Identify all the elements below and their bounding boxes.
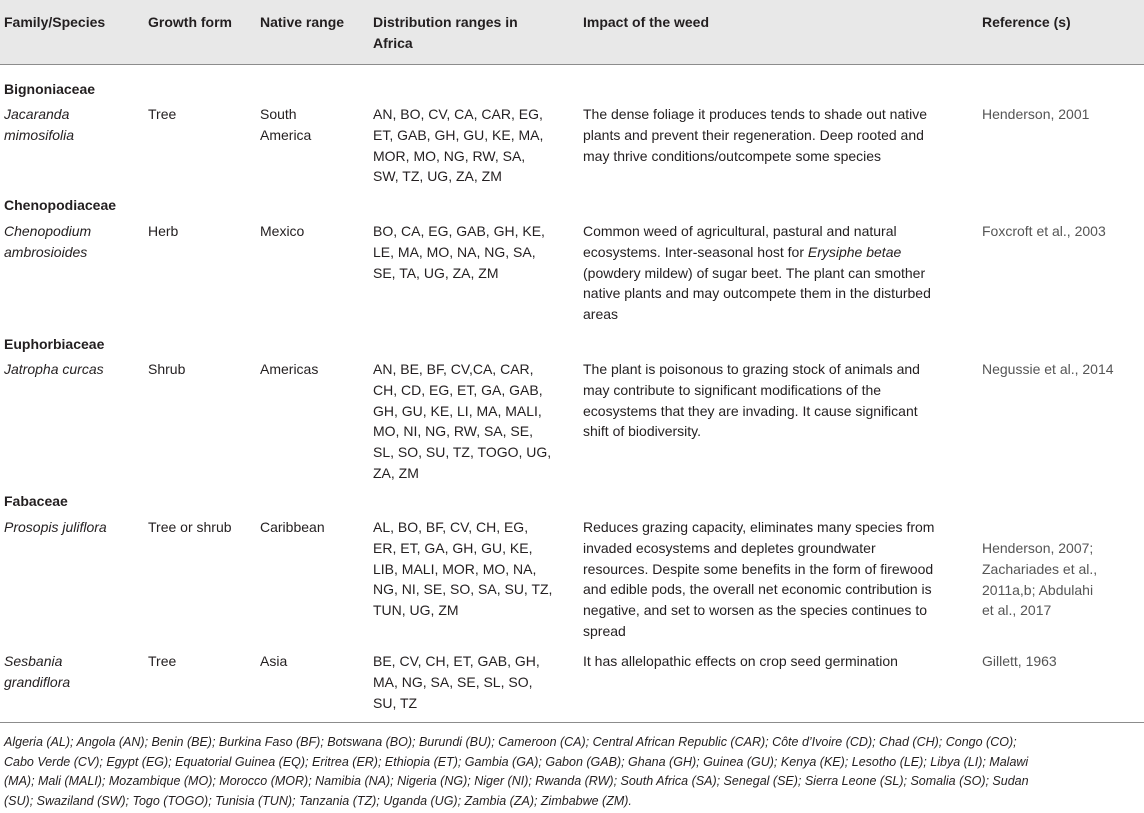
native-range-cell: Caribbean [260, 519, 325, 535]
distribution-cell: BE, CV, CH, ET, GAB, GH, MA, NG, SA, SE, SL, SO, SU, TZ [373, 653, 540, 711]
native-range-cell: Mexico [260, 223, 305, 239]
header-impact: Impact of the weed [583, 14, 710, 30]
header-reference: Reference (s) [982, 14, 1071, 30]
pathogen-name: Erysiphe betae [807, 243, 902, 260]
native-range-cell: South America [260, 106, 312, 143]
species-name: Prosopis juliflora [4, 519, 107, 535]
impact-cell: The dense foliage it produces tends to shade out native plants and prevent their regeneration. Deep rooted and may thrive conditions/outcompete some species [583, 106, 928, 164]
growth-form-cell: Herb [148, 223, 179, 239]
reference-cell: Gillett, 1963 [982, 653, 1057, 669]
family-name: Chenopodiaceae [4, 197, 117, 213]
species-name: Jacaranda mimosifolia [4, 106, 75, 143]
distribution-cell: AN, BO, CV, CA, CAR, EG, ET, GAB, GH, GU, KE, MA, MOR, MO, NG, RW, SA, SW, TZ, UG, ZA, ZM [373, 106, 544, 185]
species-name: Chenopodium ambrosioides [4, 223, 92, 260]
native-range-cell: Asia [260, 653, 288, 669]
header-distribution [373, 12, 518, 54]
reference-cell: Henderson, 2007; Zachariades et al., 2011a,b; Abdulahi et al., 2017 [982, 540, 1098, 619]
growth-form-cell: Tree [148, 653, 177, 669]
family-name: Euphorbiaceae [4, 336, 105, 352]
growth-form-cell: Tree [148, 106, 177, 122]
reference-cell: Henderson, 2001 [982, 106, 1090, 122]
reference-cell: Negussie et al., 2014 [982, 361, 1114, 377]
footnote: Algeria (AL); Angola (AN); Benin (BE); Burkina Faso (BF); Botswana (BO); Burundi (BU); Cameroon (CA); Central African Republic (CAR); Côte d’Ivoire (CD); Chad (CH); Congo (CO); Cabo Verde (CV); Egypt (EG); Equatorial Guinea (EQ); Eritrea (ER); Ethiopia (ET); Gambia (GA); Gabon (GAB); Ghana (GH); Guinea (GU); Kenya (KE); Lesotho (LE); Libya (LI); Malawi (MA); Mali (MALI); Mozambique (MO); Morocco (MOR); Namibia (NA); Nigeria (NG); Niger (NI); Rwanda (RW); South Africa (SA); Senegal (SE); Sierra Leone (SL); Somalia (SO); Sudan (SU); Swaziland (SW); Togo (TOGO); Tunisia (TUN); Tanzania (TZ); Uganda (UG); Zambia (ZA); Zimbabwe (ZM). [4, 735, 1029, 808]
reference-cell: Foxcroft et al., 2003 [982, 223, 1106, 239]
header-family-species: Family/Species [4, 14, 106, 30]
growth-form-cell: Shrub [148, 361, 186, 377]
distribution-cell: AL, BO, BF, CV, CH, EG, ER, ET, GA, GH, GU, KE, LIB, MALI, MOR, MO, NA, NG, NI, SE, SO, SA, SU, TZ, TUN, UG, ZM [373, 519, 553, 619]
distribution-cell: BO, CA, EG, GAB, GH, KE, LE, MA, MO, NA, NG, SA, SE, TA, UG, ZA, ZM [373, 223, 545, 281]
impact-cell: It has allelopathic effects on crop seed germination [583, 653, 898, 669]
header-distribution-line: Africa [373, 35, 413, 51]
table-bottom-divider [0, 722, 1144, 723]
impact-cell: The plant is poisonous to grazing stock of animals and may contribute to significant modifications of the ecosystems that they are invading. It cause significant shift of biodiversity. [583, 361, 920, 440]
native-range-cell: Americas [260, 361, 319, 377]
growth-form-cell: Tree or shrub [148, 519, 232, 535]
header-divider [0, 64, 1144, 65]
header-native-range: Native range [260, 14, 345, 30]
header-distribution-line: Distribution ranges in [373, 14, 518, 30]
species-name: Sesbania grandiflora [4, 653, 71, 690]
distribution-cell: AN, BE, BF, CV,CA, CAR, CH, CD, EG, ET, GA, GAB, GH, GU, KE, LI, MA, MALI, MO, NI, NG, RW, SA, SE, SL, SO, SU, TZ, TOGO, UG, ZA, ZM [373, 361, 552, 481]
species-name: Jatropha curcas [4, 361, 104, 377]
family-name: Bignoniaceae [4, 81, 96, 97]
header-growth-form: Growth form [148, 14, 232, 30]
family-name: Fabaceae [4, 493, 68, 509]
impact-cell: Reduces grazing capacity, eliminates many species from invaded ecosystems and depletes groundwater resources. Despite some benefits in the form of firewood and edible pods, the overall net economic contribution is negative, and set to worsen as the species continues to spread [583, 519, 935, 639]
impact-cell: Common weed of agricultural, pastural and natural ecosystems. Inter-seasonal host for Erysiphe betae (powdery mildew) of sugar beet. The plant can smother native plants and may outcompete them in the disturbed areas [583, 223, 931, 323]
